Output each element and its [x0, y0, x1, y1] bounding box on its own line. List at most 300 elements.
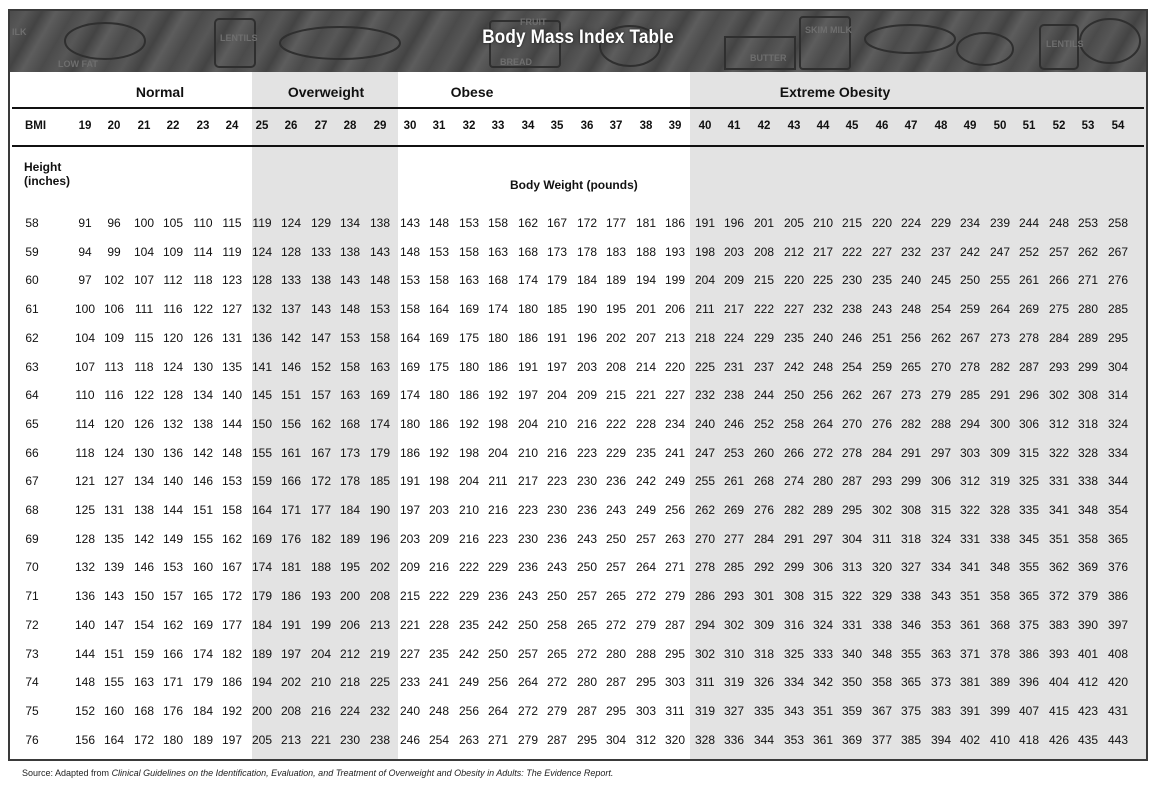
weight-cell: 256: [458, 703, 480, 718]
weight-cell: 211: [488, 474, 508, 489]
weight-cell: 236: [576, 503, 598, 517]
weight-cell: 160: [192, 560, 214, 575]
weight-cell: 180: [162, 732, 184, 747]
weight-cell: 192: [487, 388, 509, 403]
weight-cell: 308: [783, 589, 805, 604]
weight-cell: 134: [192, 388, 214, 403]
weight-cell: 301: [753, 589, 775, 604]
weight-cell: 221: [635, 388, 657, 403]
weight-cell: 138: [369, 216, 391, 230]
weight-cell: 97: [78, 273, 92, 288]
weight-cell: 313: [841, 560, 863, 575]
weight-cell: 128: [162, 388, 184, 403]
weight-cell: 107: [133, 273, 155, 288]
footer-citation: Clinical Guidelines on the Identification, Evaluation, and Treatment of Overweight and Obesity in Adults: The Evidence Report.: [111, 768, 614, 778]
weight-cell: 107: [74, 359, 96, 374]
weight-cell: 102: [103, 273, 125, 288]
weight-cell: 223: [576, 445, 598, 460]
weight-cell: 258: [783, 416, 805, 431]
weight-cell: 408: [1107, 646, 1129, 661]
weight-cell: 123: [221, 273, 243, 288]
weight-cell: 251: [871, 330, 893, 345]
weight-cell: 291: [989, 388, 1011, 403]
weight-cell: 284: [1048, 330, 1070, 345]
weight-cell: 223: [546, 474, 568, 489]
title-banner: [10, 11, 1146, 72]
height-cell: 73: [25, 646, 39, 661]
weight-cell: 142: [133, 531, 155, 546]
weight-cell: 179: [546, 273, 568, 288]
weight-cell: 318: [1077, 416, 1099, 431]
weight-cell: 186: [399, 445, 421, 460]
weight-cell: 257: [1048, 244, 1070, 259]
weight-cell: 152: [310, 359, 332, 374]
weight-cell: 210: [812, 216, 834, 230]
weight-cell: 249: [458, 675, 480, 690]
weight-cell: 319: [723, 675, 745, 690]
weight-cell: 270: [694, 531, 716, 546]
weight-cell: 238: [723, 388, 745, 403]
weight-cell: 262: [1077, 244, 1099, 259]
height-label-unit: (inches): [24, 174, 71, 188]
weight-cell: 200: [339, 589, 361, 604]
height-cell: 60: [25, 273, 39, 288]
weight-cell: 109: [162, 244, 184, 259]
height-cell: 66: [25, 445, 39, 460]
weight-cell: 263: [458, 732, 480, 747]
weight-cell: 258: [1107, 216, 1129, 230]
weight-cell: 302: [871, 503, 893, 517]
weight-cell: 209: [428, 531, 450, 546]
weight-cell: 358: [989, 589, 1011, 604]
weight-cell: 143: [103, 589, 125, 604]
weight-cell: 250: [546, 589, 568, 604]
weight-cell: 242: [959, 244, 981, 259]
weight-cell: 208: [280, 703, 302, 718]
bmi-header-cell: 28: [343, 120, 357, 132]
weight-cell: 369: [1077, 560, 1099, 575]
weight-cell: 183: [605, 244, 627, 259]
weight-cell: 280: [605, 646, 627, 661]
height-cell: 70: [25, 560, 39, 575]
bmi-header-cell: 47: [904, 120, 918, 132]
weight-cell: 230: [339, 732, 361, 747]
weight-cell: 129: [310, 216, 332, 230]
weight-cell: 420: [1107, 675, 1129, 690]
weight-cell: 264: [989, 302, 1011, 317]
weight-cell: 279: [517, 732, 539, 747]
weight-cell: 343: [930, 589, 952, 604]
weight-cell: 261: [1018, 273, 1040, 288]
weight-cell: 318: [900, 531, 922, 546]
height-cell: 61: [25, 302, 39, 317]
weight-cell: 271: [487, 732, 509, 747]
weight-cell: 353: [930, 617, 952, 632]
weight-cell: 126: [133, 416, 155, 431]
weight-cell: 302: [723, 617, 745, 632]
weight-cell: 172: [221, 589, 243, 604]
height-cell: 62: [25, 330, 39, 345]
weight-cell: 259: [959, 302, 981, 317]
weight-cell: 151: [280, 388, 302, 403]
weight-cell: 143: [369, 244, 391, 259]
weight-cell: 122: [133, 388, 155, 403]
weight-cell: 163: [133, 675, 155, 690]
weight-cell: 201: [635, 302, 657, 317]
weight-cell: 169: [399, 359, 421, 374]
weight-cell: 208: [369, 589, 391, 604]
weight-cell: 128: [74, 531, 96, 546]
weight-cell: 285: [1107, 302, 1129, 317]
weight-cell: 353: [783, 732, 805, 747]
weight-cell: 210: [458, 503, 480, 517]
weight-cell: 235: [871, 273, 893, 288]
weight-cell: 254: [428, 732, 450, 747]
weight-cell: 262: [694, 503, 716, 517]
weight-cell: 158: [339, 359, 361, 374]
weight-cell: 304: [841, 531, 863, 546]
height-label: [24, 160, 70, 188]
bmi-header-cell: 21: [137, 120, 151, 132]
bmi-header-cell: 54: [1111, 120, 1125, 132]
bmi-header-cell: 34: [521, 120, 535, 132]
weight-cell: 150: [251, 416, 273, 431]
weight-cell: 286: [694, 589, 716, 604]
weight-cell: 212: [339, 646, 361, 661]
weight-cell: 267: [1107, 244, 1129, 259]
weight-cell: 284: [753, 531, 775, 546]
weight-cell: 94: [78, 244, 92, 259]
bmi-header-cell: 32: [462, 120, 476, 132]
weight-cell: 99: [107, 244, 121, 259]
weight-cell: 118: [75, 445, 95, 460]
weight-cell: 245: [930, 273, 952, 288]
weight-cell: 145: [251, 388, 273, 403]
weight-cell: 252: [1018, 244, 1040, 259]
weight-cell: 210: [517, 445, 539, 460]
weight-cell: 386: [1018, 646, 1040, 661]
weight-cell: 234: [664, 416, 686, 431]
weight-cell: 279: [635, 617, 657, 632]
weight-cell: 204: [517, 416, 539, 431]
weight-cell: 100: [133, 216, 155, 230]
weight-cell: 249: [664, 474, 686, 489]
weight-cell: 312: [635, 732, 657, 747]
weight-cell: 114: [75, 416, 95, 431]
weight-cell: 148: [74, 675, 96, 690]
weight-cell: 363: [930, 646, 952, 661]
weight-cell: 351: [959, 589, 981, 604]
weight-cell: 198: [487, 416, 509, 431]
weight-cell: 300: [989, 416, 1011, 431]
weight-cell: 221: [310, 732, 332, 747]
weight-cell: 230: [576, 474, 598, 489]
weight-cell: 131: [221, 330, 243, 345]
weight-cell: 153: [162, 560, 184, 575]
weight-cell: 256: [812, 388, 834, 403]
weight-cell: 133: [310, 244, 332, 259]
weight-cell: 163: [339, 388, 361, 403]
weight-cell: 348: [989, 560, 1011, 575]
weight-cell: 276: [753, 503, 775, 517]
weight-cell: 304: [1107, 359, 1129, 374]
bmi-header-cell: 52: [1052, 120, 1066, 132]
weight-cell: 365: [1018, 589, 1040, 604]
weight-cell: 336: [723, 732, 745, 747]
weight-cell: 197: [517, 388, 539, 403]
weight-cell: 224: [900, 216, 922, 230]
weight-cell: 238: [841, 302, 863, 317]
weight-cell: 293: [1048, 359, 1070, 374]
weight-cell: 295: [605, 703, 627, 718]
weight-cell: 312: [959, 474, 981, 489]
weight-cell: 246: [399, 732, 421, 747]
weight-cell: 105: [162, 216, 184, 230]
weight-cell: 128: [280, 244, 302, 259]
weight-cell: 212: [783, 244, 805, 259]
weight-cell: 174: [192, 646, 214, 661]
weight-cell: 222: [428, 589, 450, 604]
weight-cell: 184: [339, 503, 361, 517]
weight-cell: 158: [428, 273, 450, 288]
weight-cell: 166: [162, 646, 184, 661]
weight-cell: 361: [812, 732, 834, 747]
weight-cell: 216: [310, 703, 332, 718]
category-extreme-obesity: Extreme Obesity: [779, 84, 891, 100]
weight-cell: 379: [1077, 589, 1099, 604]
weight-cell: 255: [989, 273, 1011, 288]
weight-cell: 306: [1018, 416, 1040, 431]
weight-cell: 217: [723, 302, 745, 317]
bmi-header-cell: 38: [639, 120, 653, 132]
weight-cell: 131: [103, 503, 125, 517]
weight-cell: 167: [546, 216, 568, 230]
weight-cell: 292: [753, 560, 775, 575]
weight-cell: 135: [221, 359, 243, 374]
weight-cell: 142: [192, 445, 214, 460]
weight-cell: 291: [783, 531, 805, 546]
weight-cell: 138: [310, 273, 332, 288]
bmi-header-cell: 19: [78, 120, 92, 132]
weight-cell: 159: [251, 474, 273, 489]
weight-cell: 367: [871, 703, 893, 718]
weight-cell: 248: [1048, 216, 1070, 230]
weight-cell: 222: [458, 560, 480, 575]
weight-cell: 297: [812, 531, 834, 546]
weight-cell: 264: [635, 560, 657, 575]
weight-cell: 127: [221, 302, 243, 317]
weight-cell: 157: [310, 388, 332, 403]
bmi-header-cell: 45: [845, 120, 859, 132]
weight-cell: 232: [694, 388, 716, 403]
weight-cell: 166: [280, 474, 302, 489]
weight-cell: 151: [103, 646, 125, 661]
weight-cell: 209: [576, 388, 598, 403]
weight-cell: 335: [1018, 503, 1040, 517]
weight-cell: 158: [399, 302, 421, 317]
weight-cell: 162: [162, 617, 184, 632]
weight-cell: 148: [369, 273, 391, 288]
weight-cell: 279: [664, 589, 686, 604]
weight-cell: 216: [546, 445, 568, 460]
weight-cell: 331: [959, 531, 981, 546]
weight-cell: 385: [900, 732, 922, 747]
weight-cell: 238: [369, 732, 391, 747]
weight-cell: 202: [280, 675, 302, 690]
weight-cell: 233: [399, 675, 421, 690]
weight-cell: 191: [517, 359, 539, 374]
weight-cell: 136: [74, 589, 96, 604]
weight-cell: 338: [900, 589, 922, 604]
weight-cell: 246: [723, 416, 745, 431]
weight-cell: 155: [103, 675, 125, 690]
weight-cell: 202: [605, 330, 627, 345]
weight-cell: 230: [517, 531, 539, 546]
weight-cell: 173: [546, 244, 568, 259]
weight-cell: 202: [369, 560, 391, 575]
weight-cell: 204: [487, 445, 509, 460]
weight-cell: 257: [517, 646, 539, 661]
weight-cell: 271: [1077, 273, 1099, 288]
weight-cell: 278: [694, 560, 716, 575]
weight-cell: 172: [576, 216, 598, 230]
weight-cell: 217: [812, 244, 834, 259]
weight-cell: 312: [1048, 416, 1070, 431]
weight-cell: 243: [546, 560, 568, 575]
weight-cell: 322: [841, 589, 863, 604]
weight-cell: 206: [664, 302, 686, 317]
weight-cell: 106: [103, 302, 125, 317]
weight-cell: 415: [1048, 703, 1070, 718]
weight-cell: 282: [989, 359, 1011, 374]
weight-cell: 140: [221, 388, 243, 403]
weight-cell: 258: [546, 617, 568, 632]
bmi-header-cell: 39: [668, 120, 682, 132]
weight-cell: 289: [812, 503, 834, 517]
weight-cell: 247: [694, 445, 716, 460]
weight-cell: 224: [339, 703, 361, 718]
weight-cell: 295: [1107, 330, 1129, 345]
bmi-header-cell: 44: [816, 120, 830, 132]
bmi-header-cell: 51: [1022, 120, 1036, 132]
weight-cell: 262: [930, 330, 952, 345]
weight-cell: 227: [664, 388, 686, 403]
height-cell: 76: [25, 732, 39, 747]
header-divider-top: [12, 107, 1144, 109]
height-cell: 67: [25, 474, 39, 489]
weight-cell: 189: [339, 531, 361, 546]
weight-cell: 272: [576, 646, 598, 661]
weight-cell: 134: [133, 474, 155, 489]
weight-cell: 124: [251, 244, 273, 259]
weight-cell: 412: [1077, 675, 1099, 690]
weight-cell: 276: [871, 416, 893, 431]
weight-cell: 200: [251, 703, 273, 718]
weight-cell: 390: [1077, 617, 1099, 632]
weight-cell: 310: [723, 646, 745, 661]
weight-cell: 163: [458, 273, 480, 288]
weight-cell: 204: [546, 388, 568, 403]
weight-cell: 369: [841, 732, 863, 747]
weight-cell: 163: [369, 359, 391, 374]
category-overweight: Overweight: [287, 84, 365, 100]
weight-cell: 354: [1107, 503, 1129, 517]
weight-cell: 224: [723, 330, 745, 345]
weight-cell: 143: [339, 273, 361, 288]
weight-cell: 213: [369, 617, 391, 632]
weight-cell: 386: [1107, 589, 1129, 604]
weight-cell: 164: [399, 330, 421, 345]
weight-cell: 397: [1107, 617, 1129, 632]
weight-cell: 375: [1018, 617, 1040, 632]
weight-cell: 348: [871, 646, 893, 661]
bmi-header-cell: 31: [432, 120, 446, 132]
weight-cell: 228: [428, 617, 450, 632]
weight-cell: 148: [428, 216, 450, 230]
weight-cell: 325: [1018, 474, 1040, 489]
weight-cell: 299: [1077, 359, 1099, 374]
weight-cell: 250: [605, 531, 627, 546]
category-normal: Normal: [135, 84, 185, 100]
weight-cell: 383: [1048, 617, 1070, 632]
weight-cell: 253: [1077, 216, 1099, 230]
weight-cell: 138: [133, 503, 155, 517]
weight-cell: 274: [783, 474, 805, 489]
weight-cell: 318: [753, 646, 775, 661]
weight-cell: 328: [989, 503, 1011, 517]
weight-cell: 443: [1107, 732, 1129, 747]
weight-cell: 246: [841, 330, 863, 345]
weight-cell: 136: [251, 330, 273, 345]
weight-cell: 410: [989, 732, 1011, 747]
weight-cell: 229: [605, 445, 627, 460]
weight-cell: 309: [753, 617, 775, 632]
height-cell: 58: [25, 216, 39, 230]
weight-cell: 315: [930, 503, 952, 517]
weight-cell: 162: [221, 531, 243, 546]
banner-word: LENTILS: [1046, 39, 1084, 49]
weight-cell: 110: [193, 216, 213, 230]
height-cell: 59: [25, 244, 39, 259]
weight-cell: 127: [103, 474, 125, 489]
weight-cell: 155: [251, 445, 273, 460]
weight-cell: 180: [487, 330, 509, 345]
weight-cell: 333: [812, 646, 834, 661]
weight-cell: 272: [517, 703, 539, 718]
weight-cell: 381: [959, 675, 981, 690]
weight-cell: 335: [753, 703, 775, 718]
weight-cell: 269: [723, 503, 745, 517]
weight-cell: 324: [930, 531, 952, 546]
weight-cell: 215: [399, 589, 421, 604]
weight-cell: 186: [428, 416, 450, 431]
bmi-header-cell: 49: [963, 120, 977, 132]
bmi-header-cell: 23: [196, 120, 210, 132]
weight-cell: 221: [399, 617, 421, 632]
weight-cell: 173: [339, 445, 361, 460]
weight-cell: 393: [1048, 646, 1070, 661]
weight-cell: 217: [517, 474, 539, 489]
weight-cell: 361: [959, 617, 981, 632]
weight-cell: 206: [339, 617, 361, 632]
weight-cell: 109: [103, 330, 125, 345]
weight-cell: 158: [487, 216, 509, 230]
weight-cell: 278: [1018, 330, 1040, 345]
bmi-header-cell: 41: [727, 120, 741, 132]
weight-cell: 234: [959, 216, 981, 230]
weight-cell: 272: [605, 617, 627, 632]
weight-cell: 165: [192, 589, 214, 604]
